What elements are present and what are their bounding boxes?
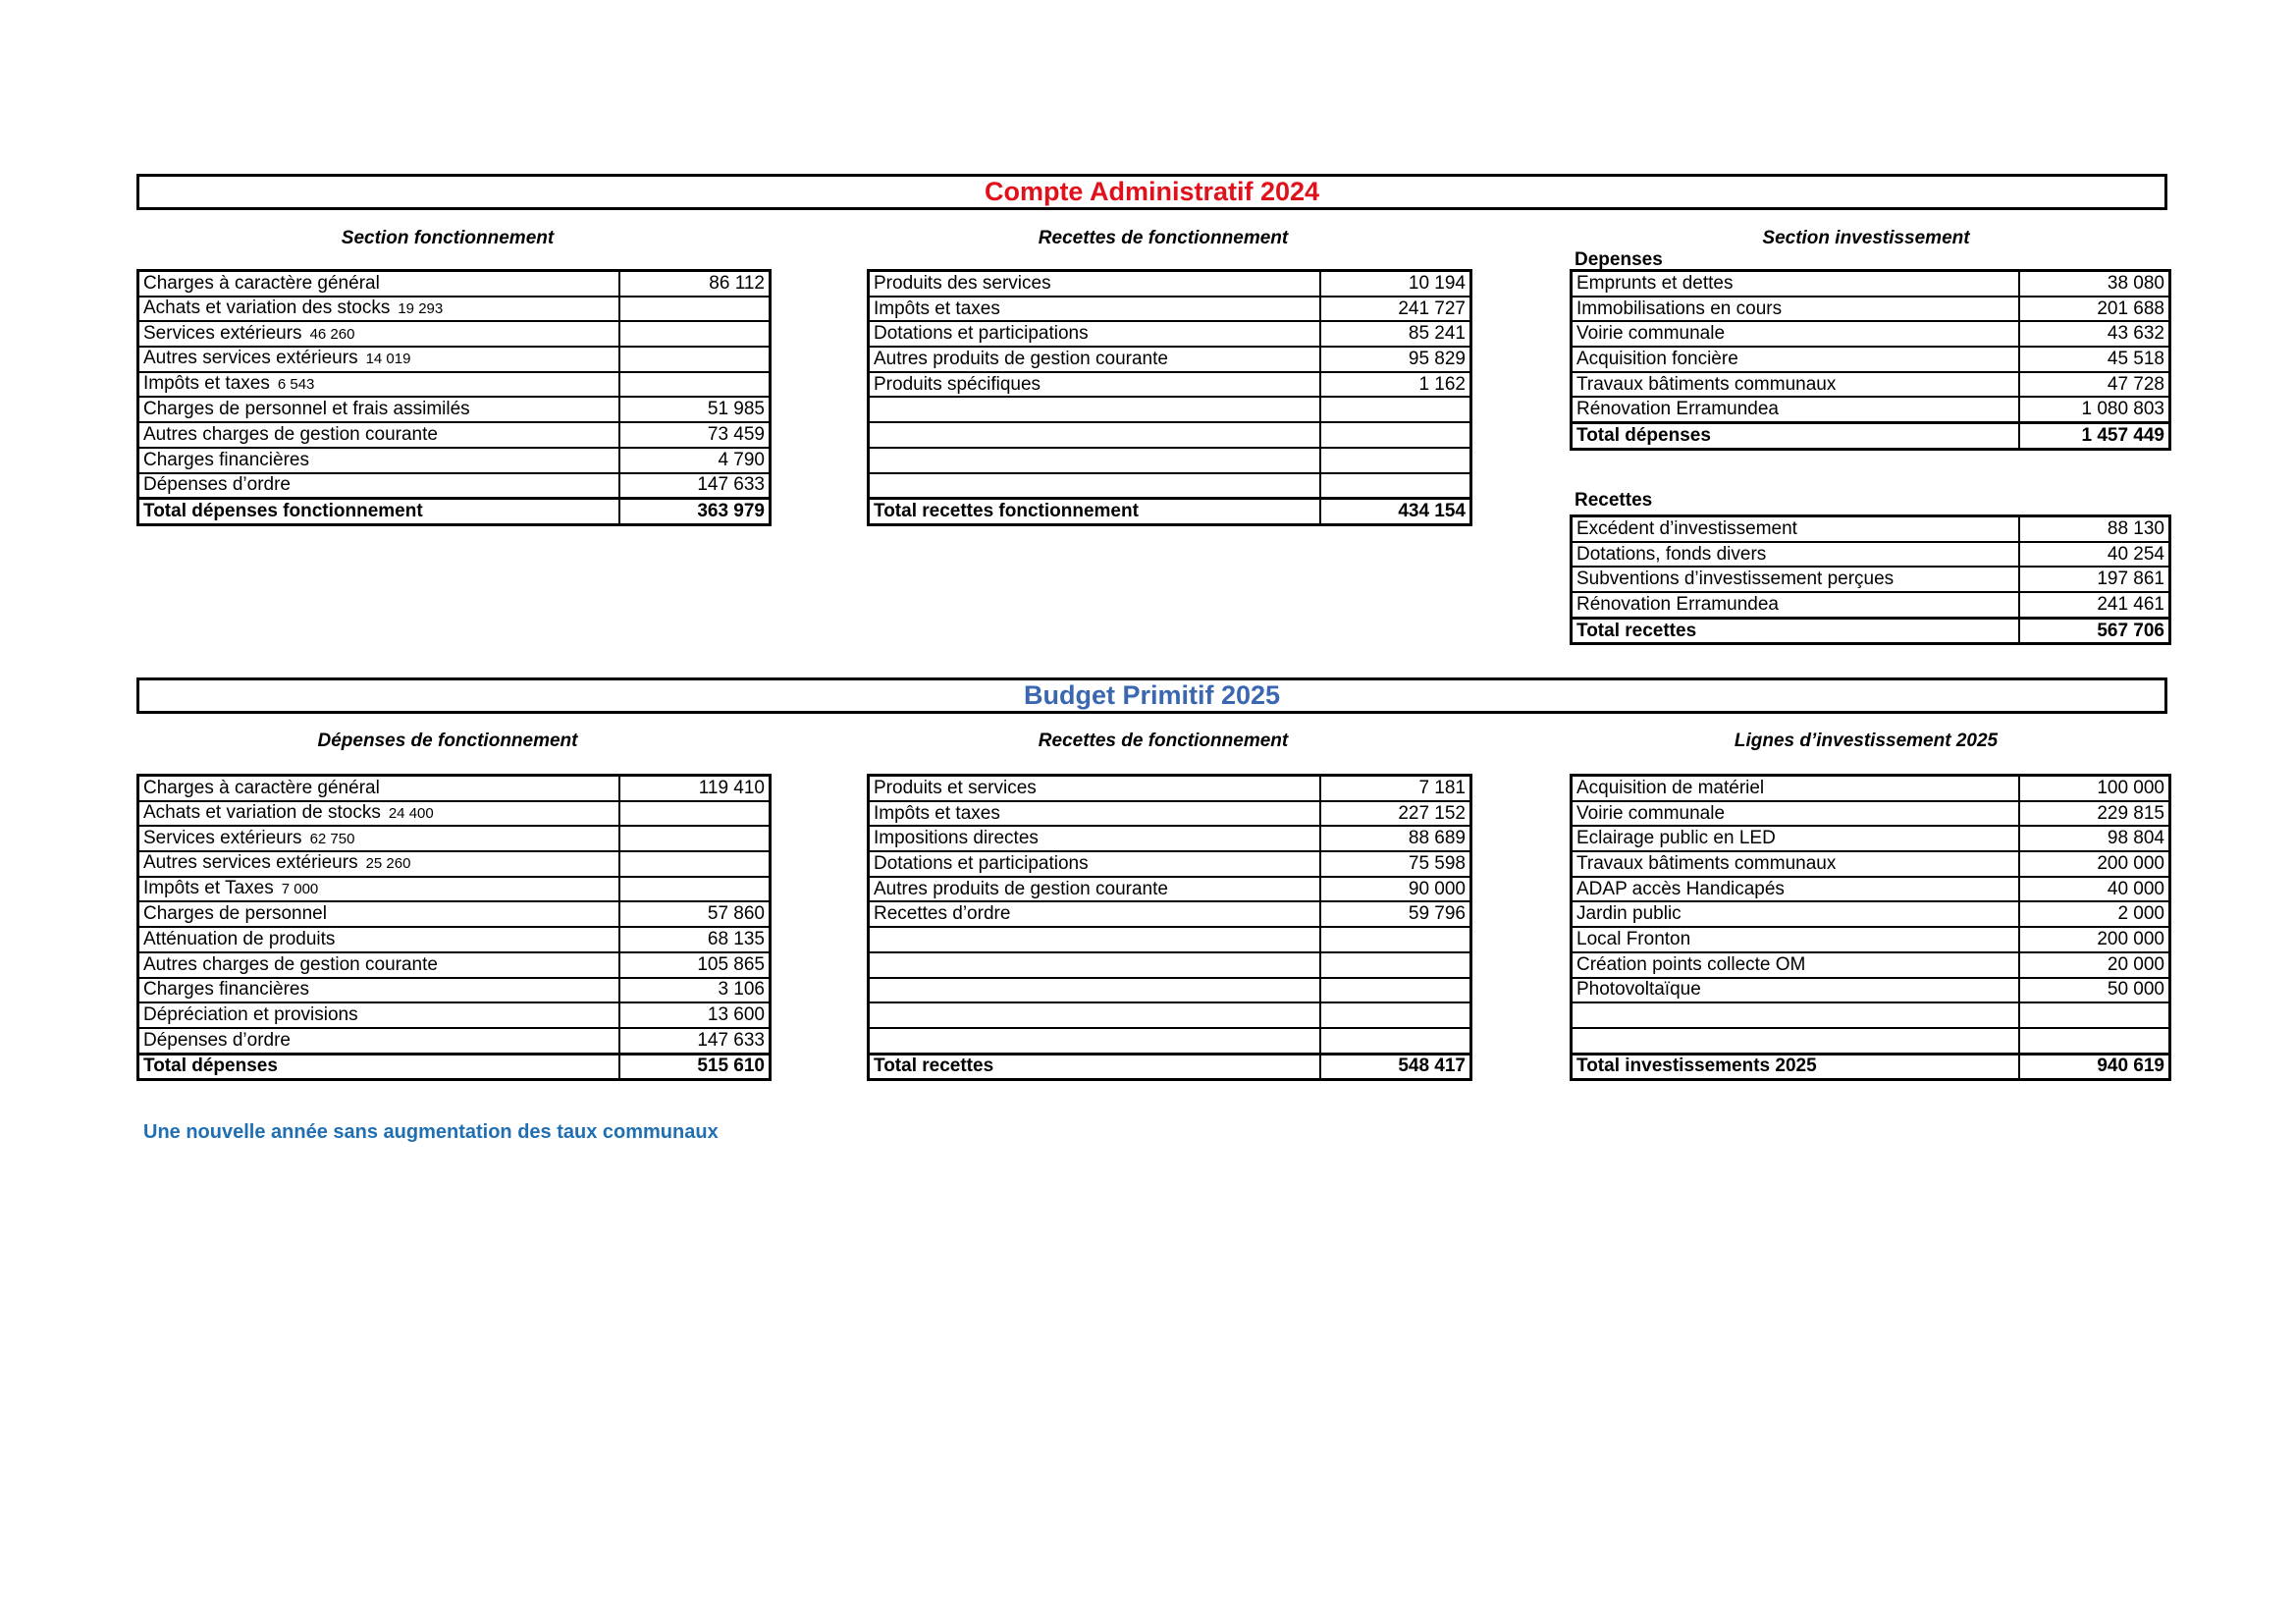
ca-title: Compte Administratif 2024 xyxy=(136,174,2167,210)
table-row xyxy=(1572,516,2170,542)
row-value xyxy=(1320,1002,1471,1028)
table-row xyxy=(1572,978,2170,1003)
row-label: Produits spécifiques xyxy=(874,373,1041,395)
row-label-cell xyxy=(869,347,1320,372)
total-value: 940 619 xyxy=(2019,1054,2170,1080)
table-row xyxy=(869,297,1471,322)
row-label: Dotations et participations xyxy=(874,852,1089,874)
row-label-cell xyxy=(1572,542,2019,568)
bp-dep-title: Dépenses de fonctionnement xyxy=(317,731,578,751)
row-value: 7 181 xyxy=(1320,776,1471,801)
row-value xyxy=(619,877,771,902)
table-row xyxy=(138,473,771,499)
row-value xyxy=(1320,397,1471,422)
row-label-cell xyxy=(869,271,1320,297)
row-label-cell xyxy=(1572,952,2019,978)
table-row xyxy=(138,297,771,322)
row-label: Photovoltaïque xyxy=(1576,979,1701,1001)
row-value: 241 727 xyxy=(1320,297,1471,322)
row-sub-value: 24 400 xyxy=(388,805,434,823)
row-label-cell xyxy=(869,448,1320,473)
row-value: 1 162 xyxy=(1320,372,1471,398)
row-label: Subventions d’investissement perçues xyxy=(1576,568,1895,590)
table-row xyxy=(1572,901,2170,927)
row-label: Dotations et participations xyxy=(874,323,1089,345)
total-value: 363 979 xyxy=(619,499,771,525)
row-label: Acquisition de matériel xyxy=(1576,777,1765,798)
row-label: Impôts et taxes xyxy=(874,298,1000,319)
row-value xyxy=(619,347,771,372)
row-label: Recettes d’ordre xyxy=(874,903,1011,925)
row-value: 229 815 xyxy=(2019,801,2170,827)
row-label: Autres services extérieurs xyxy=(143,348,358,369)
table-row xyxy=(869,1002,1471,1028)
row-label-cell xyxy=(1572,1028,2019,1054)
ca-depenses-label: Depenses xyxy=(1575,249,1663,270)
ca-recettes-label: Recettes xyxy=(1575,490,1653,511)
row-label-cell xyxy=(869,952,1320,978)
row-value: 147 633 xyxy=(619,473,771,499)
table-row xyxy=(138,776,771,801)
row-label: Impôts et taxes xyxy=(143,373,270,395)
row-label-cell xyxy=(1572,372,2019,398)
total-row xyxy=(138,499,771,525)
table-row xyxy=(1572,927,2170,952)
row-label-cell xyxy=(869,851,1320,877)
row-label-cell xyxy=(869,776,1320,801)
table-row xyxy=(1572,372,2170,398)
row-label: Emprunts et dettes xyxy=(1576,272,1734,294)
bp-dep-table xyxy=(136,774,772,1081)
total-label: Total dépenses xyxy=(1572,423,2019,450)
row-label-cell xyxy=(138,927,619,952)
row-value: 75 598 xyxy=(1320,851,1471,877)
table-row xyxy=(138,1028,771,1054)
row-value: 241 461 xyxy=(2019,592,2170,618)
row-label: Charges à caractère général xyxy=(143,777,380,798)
row-value xyxy=(619,851,771,877)
row-value: 88 689 xyxy=(1320,826,1471,851)
row-label-cell xyxy=(1572,297,2019,322)
row-label: Local Fronton xyxy=(1576,928,1691,949)
total-label: Total recettes fonctionnement xyxy=(869,499,1320,525)
row-label: Charges de personnel xyxy=(143,903,327,925)
row-label-cell xyxy=(1572,826,2019,851)
row-label: Services extérieurs xyxy=(143,827,302,848)
row-label: Produits des services xyxy=(874,272,1051,294)
row-value: 47 728 xyxy=(2019,372,2170,398)
total-label: Total investissements 2025 xyxy=(1572,1054,2019,1080)
row-value: 38 080 xyxy=(2019,271,2170,297)
row-label-cell xyxy=(1572,927,2019,952)
row-label: Travaux bâtiments communaux xyxy=(1576,373,1837,395)
ca-invest-title: Section investissement xyxy=(1762,228,1970,248)
row-value: 2 000 xyxy=(2019,901,2170,927)
row-label-cell xyxy=(1572,978,2019,1003)
table-row xyxy=(138,851,771,877)
table-row xyxy=(869,826,1471,851)
row-label: Création points collecte OM xyxy=(1576,953,1806,975)
row-label-cell xyxy=(869,927,1320,952)
row-sub-value: 19 293 xyxy=(398,300,444,318)
row-value: 227 152 xyxy=(1320,801,1471,827)
row-label: Autres produits de gestion courante xyxy=(874,348,1168,369)
total-label: Total recettes xyxy=(869,1054,1320,1080)
table-row xyxy=(869,978,1471,1003)
row-label: Travaux bâtiments communaux xyxy=(1576,852,1837,874)
row-label-cell xyxy=(138,473,619,499)
row-value xyxy=(1320,952,1471,978)
row-label-cell xyxy=(869,397,1320,422)
row-label-cell xyxy=(869,297,1320,322)
row-value: 119 410 xyxy=(619,776,771,801)
row-label: Voirie communale xyxy=(1576,323,1726,345)
table-row xyxy=(1572,776,2170,801)
row-sub-value: 6 543 xyxy=(277,376,315,394)
bp-inv-table xyxy=(1570,774,2171,1081)
row-label: Charges financières xyxy=(143,449,309,470)
bp-rec-table xyxy=(867,774,1472,1081)
row-label: ADAP accès Handicapés xyxy=(1576,878,1785,899)
row-value: 95 829 xyxy=(1320,347,1471,372)
table-row xyxy=(1572,297,2170,322)
table-row xyxy=(869,801,1471,827)
table-row xyxy=(138,877,771,902)
row-value xyxy=(1320,448,1471,473)
row-sub-value: 25 260 xyxy=(365,855,411,873)
row-label-cell xyxy=(1572,321,2019,347)
row-sub-value: 14 019 xyxy=(365,351,411,368)
table-row xyxy=(1572,1028,2170,1054)
row-label: Impôts et taxes xyxy=(874,802,1000,824)
table-row xyxy=(138,978,771,1003)
table-row xyxy=(138,347,771,372)
table-row xyxy=(138,321,771,347)
row-label-cell xyxy=(138,952,619,978)
row-sub-value: 46 260 xyxy=(309,325,355,343)
row-value: 59 796 xyxy=(1320,901,1471,927)
total-row xyxy=(869,499,1471,525)
row-value: 197 861 xyxy=(2019,567,2170,592)
row-label: Services extérieurs xyxy=(143,322,302,344)
row-label: Acquisition foncière xyxy=(1576,348,1738,369)
row-label: Impositions directes xyxy=(874,828,1039,849)
total-label: Total recettes xyxy=(1572,618,2019,644)
row-value: 43 632 xyxy=(2019,321,2170,347)
table-row xyxy=(1572,347,2170,372)
row-value: 20 000 xyxy=(2019,952,2170,978)
table-row xyxy=(138,372,771,398)
table-row xyxy=(138,448,771,473)
row-value: 51 985 xyxy=(619,397,771,422)
row-value: 13 600 xyxy=(619,1002,771,1028)
row-label-cell xyxy=(138,422,619,448)
row-value: 201 688 xyxy=(2019,297,2170,322)
row-label-cell xyxy=(138,826,619,851)
total-value: 567 706 xyxy=(2019,618,2170,644)
row-label-cell xyxy=(1572,516,2019,542)
row-label-cell xyxy=(138,901,619,927)
table-row xyxy=(869,271,1471,297)
row-value: 85 241 xyxy=(1320,321,1471,347)
row-label-cell xyxy=(138,321,619,347)
row-value xyxy=(1320,1028,1471,1054)
table-row xyxy=(138,927,771,952)
row-label-cell xyxy=(138,877,619,902)
row-label: Jardin public xyxy=(1576,903,1682,925)
table-row xyxy=(1572,826,2170,851)
table-row xyxy=(869,473,1471,499)
row-label-cell xyxy=(869,901,1320,927)
row-label: Autres charges de gestion courante xyxy=(143,423,438,445)
row-value: 40 254 xyxy=(2019,542,2170,568)
row-label-cell xyxy=(138,851,619,877)
row-label-cell xyxy=(869,1002,1320,1028)
row-value: 147 633 xyxy=(619,1028,771,1054)
row-value: 57 860 xyxy=(619,901,771,927)
row-label: Eclairage public en LED xyxy=(1576,828,1776,849)
row-value xyxy=(619,826,771,851)
table-row xyxy=(1572,952,2170,978)
row-label: Impôts et Taxes xyxy=(143,878,274,899)
row-label: Rénovation Erramundea xyxy=(1576,399,1779,420)
row-label-cell xyxy=(1572,347,2019,372)
row-value: 40 000 xyxy=(2019,877,2170,902)
total-label: Total dépenses xyxy=(138,1054,619,1080)
total-row xyxy=(1572,423,2170,450)
row-value xyxy=(619,297,771,322)
row-label-cell xyxy=(869,801,1320,827)
row-label: Autres produits de gestion courante xyxy=(874,878,1168,899)
table-row xyxy=(869,927,1471,952)
row-label-cell xyxy=(869,877,1320,902)
row-value: 105 865 xyxy=(619,952,771,978)
row-label-cell xyxy=(1572,592,2019,618)
row-value: 88 130 xyxy=(2019,516,2170,542)
bp-title: Budget Primitif 2025 xyxy=(136,677,2167,714)
row-label: Dotations, fonds divers xyxy=(1576,543,1767,565)
row-label-cell xyxy=(1572,776,2019,801)
row-value xyxy=(619,321,771,347)
row-label: Charges de personnel et frais assimilés xyxy=(143,399,470,420)
row-label: Autres services extérieurs xyxy=(143,852,358,874)
ca-recettes-table xyxy=(867,269,1472,526)
row-label: Charges financières xyxy=(143,979,309,1001)
row-label-cell xyxy=(138,801,619,827)
row-label-cell xyxy=(1572,1002,2019,1028)
row-label-cell xyxy=(869,321,1320,347)
row-label-cell xyxy=(138,776,619,801)
row-label: Produits et services xyxy=(874,777,1037,798)
row-value: 100 000 xyxy=(2019,776,2170,801)
ca-fonct-table xyxy=(136,269,772,526)
row-label-cell xyxy=(138,448,619,473)
row-sub-value: 62 750 xyxy=(309,830,355,847)
row-label: Rénovation Erramundea xyxy=(1576,593,1779,615)
row-label: Excédent d’investissement xyxy=(1576,517,1797,539)
row-value: 68 135 xyxy=(619,927,771,952)
row-label-cell xyxy=(1572,901,2019,927)
row-value xyxy=(1320,978,1471,1003)
row-label-cell xyxy=(138,297,619,322)
row-value xyxy=(2019,1028,2170,1054)
row-value: 86 112 xyxy=(619,271,771,297)
row-label-cell xyxy=(138,271,619,297)
bp-rec-title: Recettes de fonctionnement xyxy=(1038,731,1289,751)
row-label: Autres charges de gestion courante xyxy=(143,953,438,975)
ca-invest-dep-table xyxy=(1570,269,2171,451)
row-label: Achats et variation des stocks xyxy=(143,298,391,319)
total-value: 548 417 xyxy=(1320,1054,1471,1080)
row-label-cell xyxy=(138,1002,619,1028)
table-row xyxy=(138,801,771,827)
row-label-cell xyxy=(1572,801,2019,827)
table-row xyxy=(138,422,771,448)
row-value: 4 790 xyxy=(619,448,771,473)
table-row xyxy=(869,851,1471,877)
total-label: Total dépenses fonctionnement xyxy=(138,499,619,525)
total-row xyxy=(1572,618,2170,644)
ca-recettes-title: Recettes de fonctionnement xyxy=(1038,228,1289,248)
row-label: Dépenses d’ordre xyxy=(143,1029,291,1051)
row-sub-value: 7 000 xyxy=(281,881,319,898)
row-value: 10 194 xyxy=(1320,271,1471,297)
row-label-cell xyxy=(1572,567,2019,592)
row-label-cell xyxy=(1572,877,2019,902)
row-value: 1 080 803 xyxy=(2019,397,2170,422)
table-row xyxy=(1572,1002,2170,1028)
row-label: Voirie communale xyxy=(1576,802,1726,824)
row-value: 98 804 xyxy=(2019,826,2170,851)
total-value: 515 610 xyxy=(619,1054,771,1080)
table-row xyxy=(1572,567,2170,592)
row-label-cell xyxy=(869,422,1320,448)
row-label-cell xyxy=(869,372,1320,398)
table-row xyxy=(869,952,1471,978)
table-row xyxy=(869,422,1471,448)
table-row xyxy=(869,1028,1471,1054)
row-value: 90 000 xyxy=(1320,877,1471,902)
row-label: Atténuation de produits xyxy=(143,928,336,949)
row-label-cell xyxy=(1572,271,2019,297)
row-value xyxy=(2019,1002,2170,1028)
table-row xyxy=(1572,542,2170,568)
row-label-cell xyxy=(138,397,619,422)
table-row xyxy=(869,321,1471,347)
row-label-cell xyxy=(138,347,619,372)
table-row xyxy=(1572,851,2170,877)
total-row xyxy=(138,1054,771,1080)
row-value xyxy=(619,372,771,398)
table-row xyxy=(138,826,771,851)
row-label-cell xyxy=(138,978,619,1003)
total-value: 1 457 449 xyxy=(2019,423,2170,450)
row-label-cell xyxy=(869,1028,1320,1054)
total-value: 434 154 xyxy=(1320,499,1471,525)
table-row xyxy=(138,271,771,297)
table-row xyxy=(1572,321,2170,347)
table-row xyxy=(869,372,1471,398)
table-row xyxy=(869,776,1471,801)
table-row xyxy=(138,901,771,927)
row-label-cell xyxy=(869,473,1320,499)
row-value xyxy=(1320,927,1471,952)
row-label: Immobilisations en cours xyxy=(1576,298,1783,319)
row-value: 45 518 xyxy=(2019,347,2170,372)
row-value xyxy=(619,801,771,827)
bp-inv-title: Lignes d’investissement 2025 xyxy=(1734,731,1999,751)
table-row xyxy=(869,397,1471,422)
ca-fonct-title: Section fonctionnement xyxy=(341,228,555,248)
row-label-cell xyxy=(138,372,619,398)
row-value: 200 000 xyxy=(2019,927,2170,952)
row-label: Achats et variation de stocks xyxy=(143,802,381,824)
table-row xyxy=(869,448,1471,473)
row-value: 200 000 xyxy=(2019,851,2170,877)
table-row xyxy=(1572,877,2170,902)
table-row xyxy=(869,347,1471,372)
row-value xyxy=(1320,473,1471,499)
table-row xyxy=(138,1002,771,1028)
row-label-cell xyxy=(869,826,1320,851)
row-label-cell xyxy=(1572,397,2019,422)
table-row xyxy=(1572,592,2170,618)
table-row xyxy=(138,397,771,422)
row-label-cell xyxy=(1572,851,2019,877)
row-label-cell xyxy=(869,978,1320,1003)
row-value: 50 000 xyxy=(2019,978,2170,1003)
table-row xyxy=(869,877,1471,902)
total-row xyxy=(1572,1054,2170,1080)
row-value: 73 459 xyxy=(619,422,771,448)
row-label: Dépréciation et provisions xyxy=(143,1004,358,1026)
ca-invest-rec-table xyxy=(1570,514,2171,645)
row-label-cell xyxy=(138,1028,619,1054)
row-value xyxy=(1320,422,1471,448)
table-row xyxy=(138,952,771,978)
table-row xyxy=(1572,397,2170,422)
row-label: Charges à caractère général xyxy=(143,272,380,294)
row-value: 3 106 xyxy=(619,978,771,1003)
total-row xyxy=(869,1054,1471,1080)
row-label: Dépenses d’ordre xyxy=(143,474,291,496)
footer-note: Une nouvelle année sans augmentation des taux communaux xyxy=(143,1121,719,1143)
table-row xyxy=(1572,271,2170,297)
table-row xyxy=(1572,801,2170,827)
table-row xyxy=(869,901,1471,927)
